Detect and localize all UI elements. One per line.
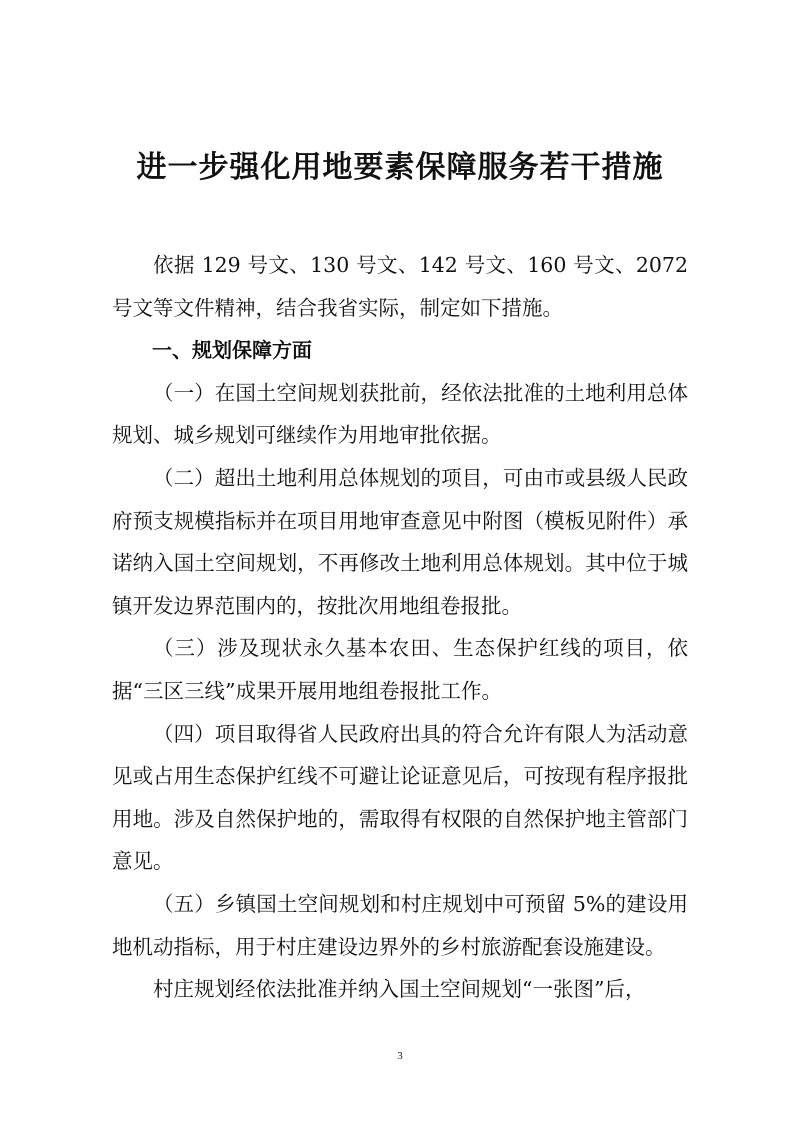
document-body [112, 244, 688, 1011]
section-heading: 一、规划保障方面 [152, 338, 312, 363]
intro-paragraph: 依据 129 号文、130 号文、142 号文、160 号文、2072 号文等文件精神，结合我省实际，制定如下措施。 [112, 253, 688, 320]
paragraph-item-4: （四）项目取得省人民政府出具的符合允许有限人为活动意见或占用生态保护红线不可避让论证意见后，可按现有程序报批用地。涉及自然保护地的，需取得有权限的自然保护地主管部门意见。 [112, 721, 688, 874]
document-title: 进一步强化用地要素保障服务若干措施 [136, 150, 664, 185]
paragraph-item-3: （三）涉及现状永久基本农田、生态保护红线的项目，依据“三区三线”成果开展用地组卷报批工作。 [112, 636, 688, 703]
paragraph-continuation: 村庄规划经依法批准并纳入国土空间规划“一张图”后， [153, 977, 646, 1002]
page-number: 3 [397, 1050, 403, 1062]
paragraph-item-1: （一）在国土空间规划获批前，经依法批准的土地利用总体规划、城乡规划可继续作为用地审批依据。 [112, 380, 688, 448]
paragraph-item-5: （五）乡镇国土空间规划和村庄规划中可预留 5%的建设用地机动指标，用于村庄建设边界外的乡村旅游配套设施建设。 [112, 891, 688, 959]
paragraph-item-2: （二）超出土地利用总体规划的项目，可由市或县级人民政府预支规模指标并在项目用地审查意见中附图（模板见附件）承诺纳入国土空间规划，不再修改土地利用总体规划。其中位于城镇开发边界范围内的，按批次用地组卷报批。 [112, 465, 688, 618]
